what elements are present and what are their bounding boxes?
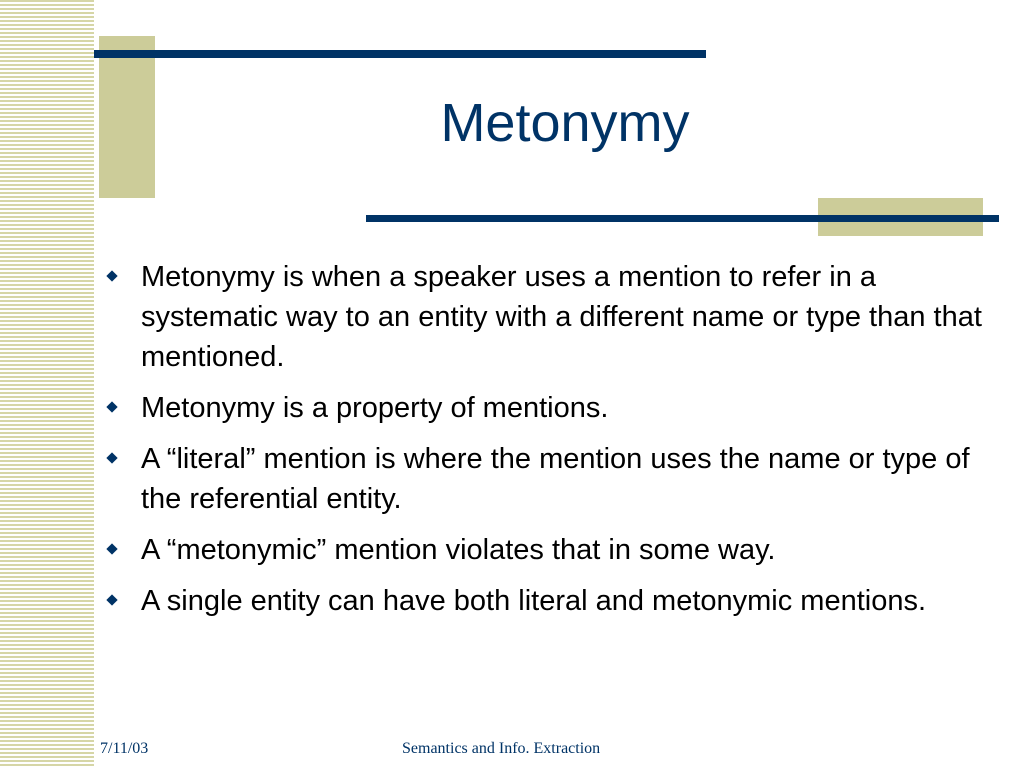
bullet-text: A single entity can have both literal and metonymic mentions. — [141, 585, 927, 617]
bullet-text: Metonymy is when a speaker uses a mention to refer in a systematic way to an entity with a different name or type than that mentioned. — [141, 261, 982, 373]
title-rule-top — [94, 50, 706, 58]
bullet-list — [105, 257, 985, 632]
striped-sidebar-decoration — [0, 0, 94, 768]
bullet-text: A “literal” mention is where the mention uses the name or type of the referential entity. — [141, 443, 970, 515]
diamond-bullet-icon — [106, 401, 117, 412]
slide-title: Metonymy — [440, 93, 690, 153]
bullet-text: Metonymy is a property of mentions. — [141, 392, 609, 424]
bullet-item — [105, 257, 985, 377]
diamond-bullet-icon — [106, 594, 117, 605]
diamond-bullet-icon — [106, 543, 117, 554]
footer-title: Semantics and Info. Extraction — [402, 740, 601, 757]
title-rule-bottom — [366, 215, 999, 222]
bullet-text: A “metonymic” mention violates that in some way. — [141, 534, 776, 566]
decorative-box-top-left — [99, 36, 155, 198]
footer-date: 7/11/03 — [100, 740, 149, 757]
bullet-item — [105, 530, 985, 570]
bullet-item — [105, 581, 985, 621]
diamond-bullet-icon — [106, 270, 117, 281]
diamond-bullet-icon — [106, 452, 117, 463]
bullet-item — [105, 388, 985, 428]
bullet-item — [105, 439, 985, 519]
